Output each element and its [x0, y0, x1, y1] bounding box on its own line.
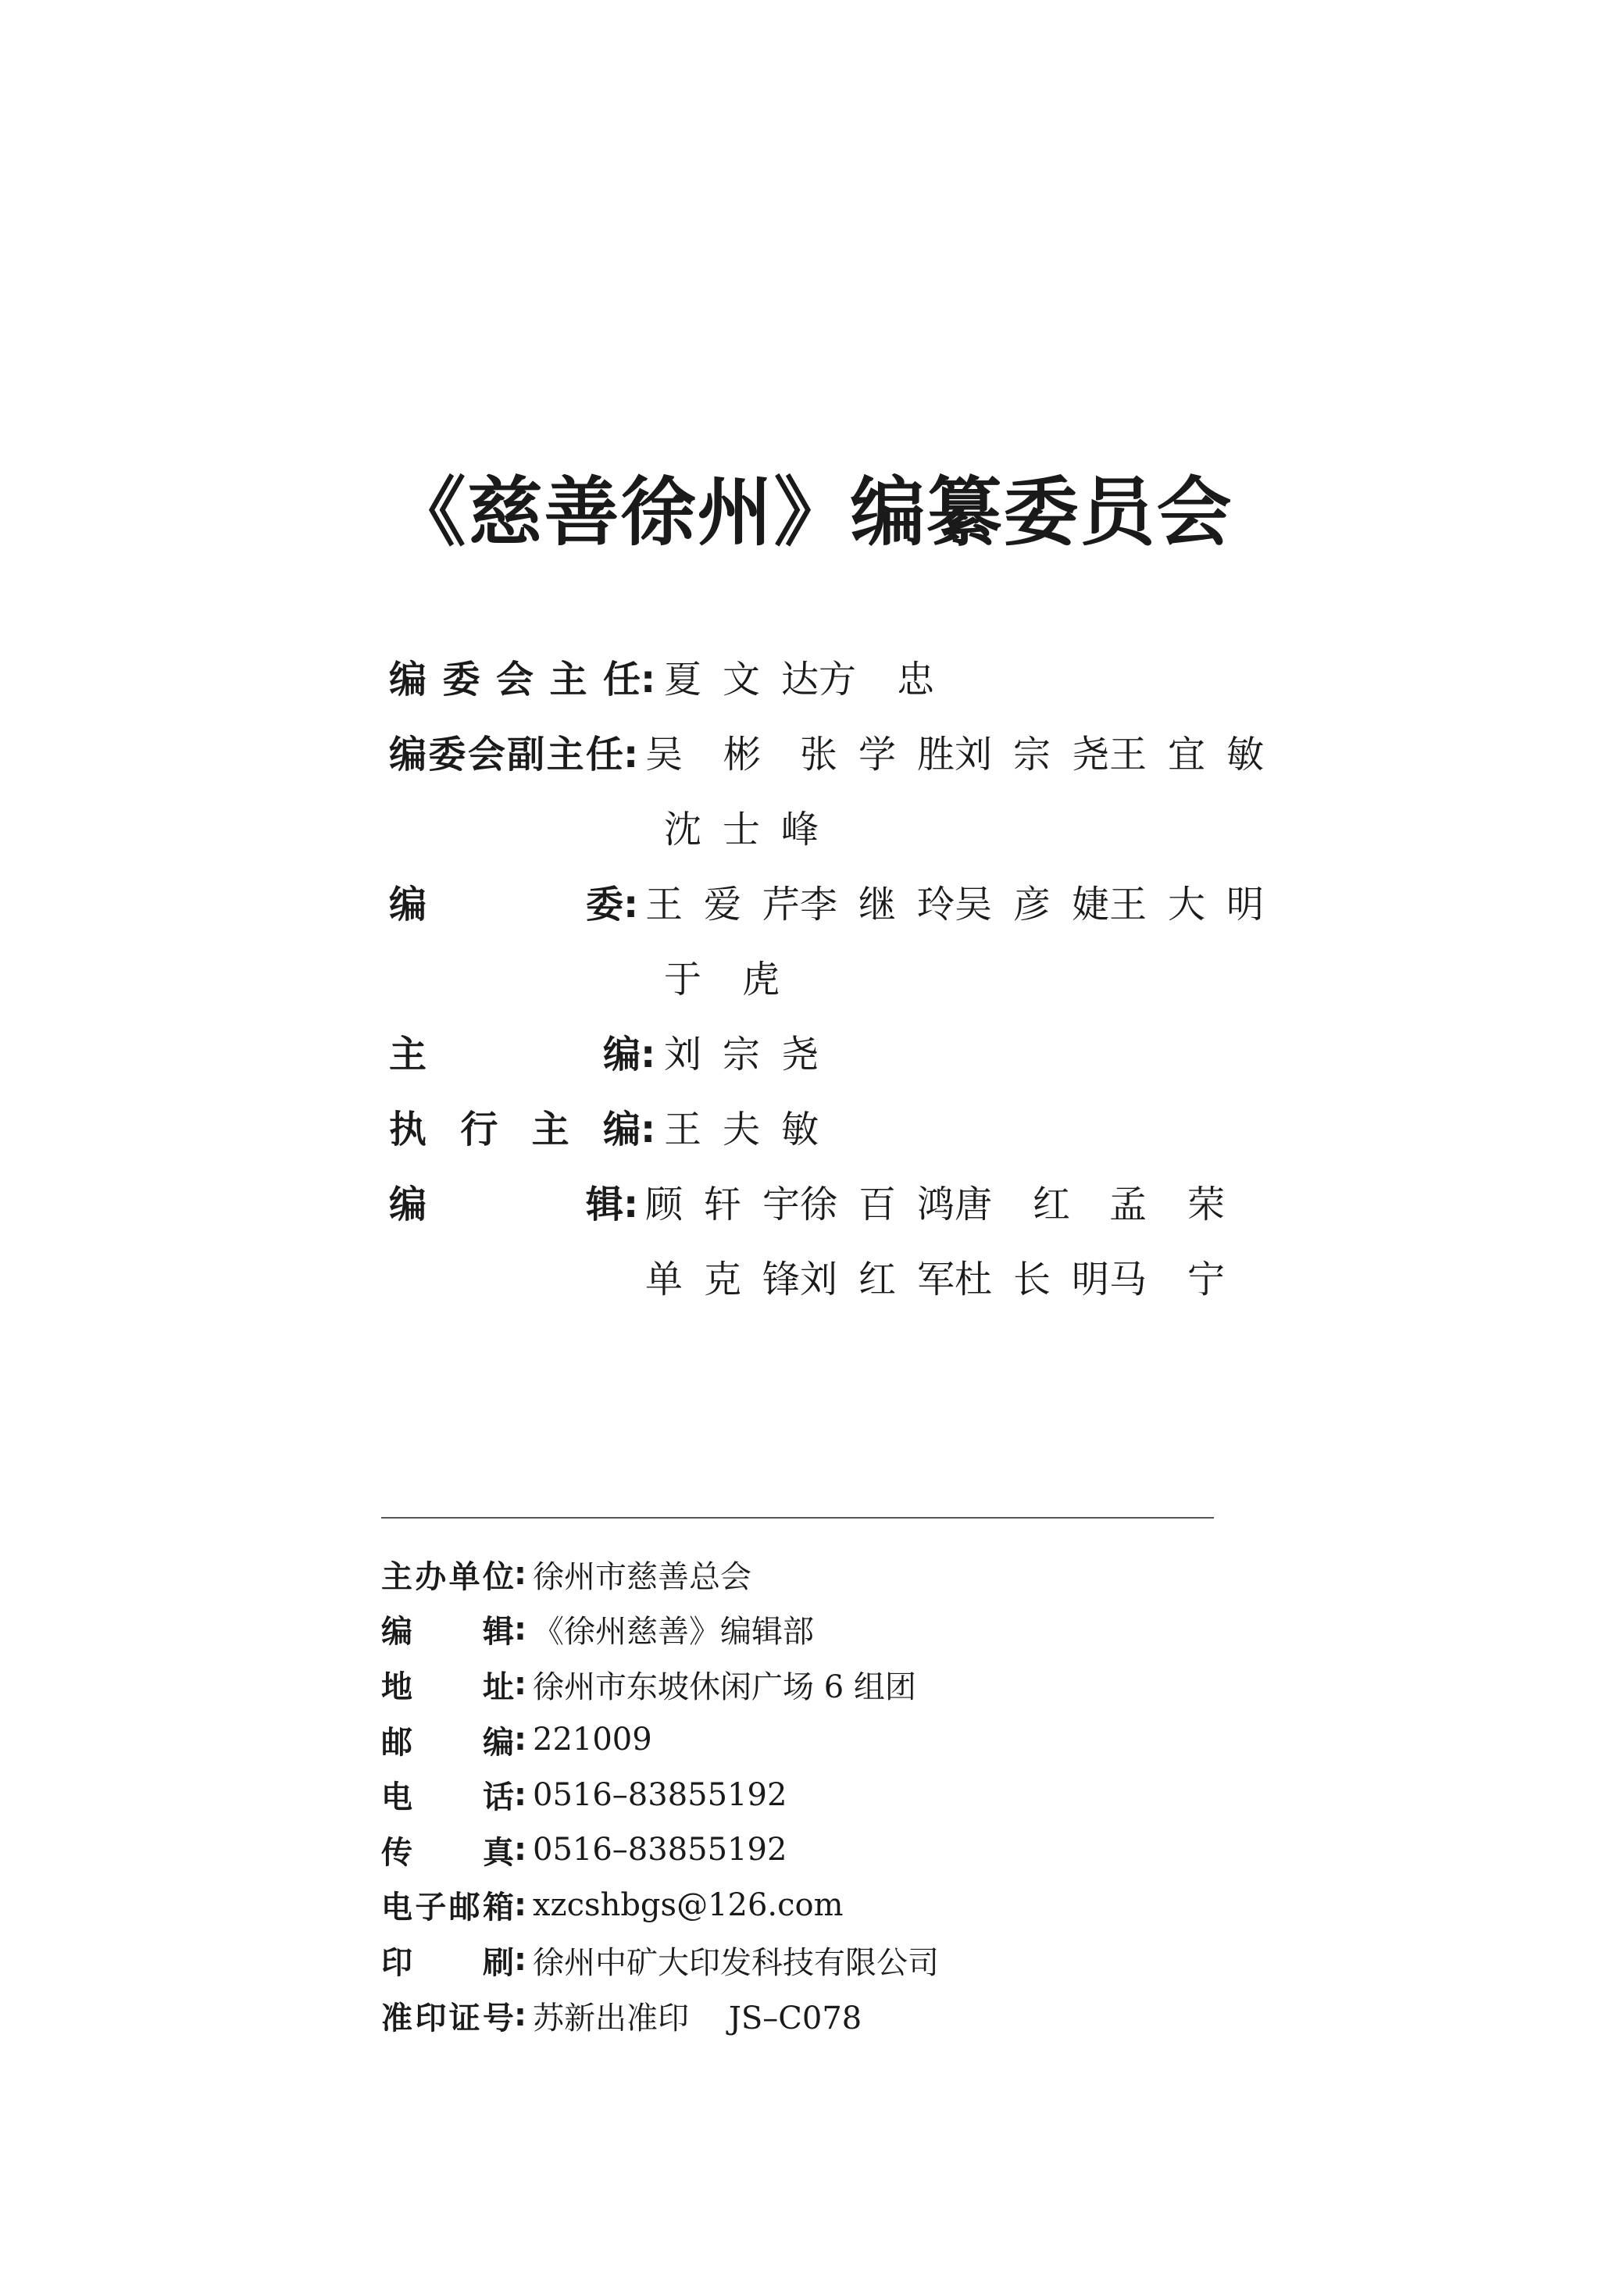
info-row [381, 1767, 1240, 1822]
info-row [381, 1878, 1240, 1933]
info-label: 编 辑 [381, 1614, 514, 1651]
colon: : [623, 883, 639, 926]
info-value: 徐州中矿大印发科技有限公司 [533, 1944, 939, 1981]
committee-role-label: 编 委 [389, 883, 624, 926]
colon: : [514, 1611, 526, 1647]
colon: : [514, 1832, 526, 1868]
colon: : [514, 1942, 526, 1979]
info-value: 0516–83855192 [533, 1832, 787, 1868]
info-value: 苏新出准印 JS–C078 [533, 2000, 862, 2036]
member-name: 刘 宗 尧 [955, 733, 1109, 776]
info-value: xzcshbgs@126.com [533, 1886, 844, 1923]
info-row [381, 1933, 1240, 1988]
divider [381, 1517, 1214, 1519]
info-value: 徐州市东坡休闲广场 6 组团 [533, 1669, 916, 1705]
info-value: 221009 [533, 1722, 652, 1758]
colon: : [623, 1183, 639, 1226]
publication-info [381, 1547, 1240, 2043]
member-name: 刘 宗 尧 [664, 1033, 819, 1076]
member-name: 单 克 锋 [645, 1258, 800, 1301]
member-name: 夏 文 达 [664, 658, 819, 701]
member-name: 方 忠 [819, 658, 934, 701]
member-name: 王 爱 芹 [645, 883, 800, 926]
member-name: 吴 彦 婕 [955, 883, 1109, 926]
info-row [381, 1988, 1240, 2043]
member-name: 顾 轩 宇 [645, 1183, 800, 1226]
committee-role-label: 编 委 会 主 任 [389, 658, 641, 701]
committee-row [389, 717, 1264, 792]
member-name: 沈 士 峰 [664, 808, 819, 851]
committee-role-label: 执 行 主 编 [389, 1108, 641, 1151]
info-value: 《徐州慈善》编辑部 [533, 1614, 814, 1651]
committee-row [389, 1167, 1264, 1242]
info-label: 准 印 证 号 [381, 2000, 514, 2036]
committee-row [389, 942, 1264, 1017]
member-name: 王 宜 敏 [1109, 733, 1264, 776]
member-name: 马 宁 [1109, 1258, 1225, 1301]
member-name: 张 学 胜 [800, 733, 955, 776]
info-label: 电 话 [381, 1779, 514, 1816]
info-value: 0516–83855192 [533, 1776, 787, 1813]
colon: : [641, 658, 656, 701]
info-label: 主 办 单 位 [381, 1558, 514, 1595]
info-label: 电 子 邮 箱 [381, 1890, 514, 1926]
colon: : [514, 1722, 526, 1758]
committee-row [389, 1017, 1264, 1092]
member-name: 王 大 明 [1109, 883, 1264, 926]
committee-row [389, 1092, 1264, 1167]
committee-row [389, 642, 1264, 717]
member-name: 刘 红 军 [800, 1258, 955, 1301]
committee-role-label: 编 委 会 副 主 任 [389, 733, 624, 776]
info-row [381, 1547, 1240, 1602]
committee-row [389, 792, 1264, 867]
info-row [381, 1712, 1240, 1768]
committee-list [389, 642, 1264, 1317]
member-name: 徐 百 鸿 [800, 1183, 955, 1226]
info-label: 传 真 [381, 1834, 514, 1871]
member-name: 吴 彬 [645, 733, 761, 776]
member-name: 唐 红 [955, 1183, 1070, 1226]
colon: : [641, 1108, 656, 1151]
committee-role-label: 编 辑 [389, 1183, 624, 1226]
colon: : [514, 1666, 526, 1703]
info-row [381, 1602, 1240, 1658]
member-name: 王 夫 敏 [664, 1108, 819, 1151]
committee-row [389, 1242, 1264, 1317]
info-value: 徐州市慈善总会 [533, 1558, 751, 1595]
info-label: 印 刷 [381, 1944, 514, 1981]
colon: : [641, 1033, 656, 1076]
committee-role-label: 主 编 [389, 1033, 641, 1076]
member-name: 李 继 玲 [800, 883, 955, 926]
member-name: 孟 荣 [1109, 1183, 1225, 1226]
info-row [381, 1822, 1240, 1878]
colon: : [514, 1886, 526, 1923]
info-label: 邮 编 [381, 1724, 514, 1761]
committee-row [389, 867, 1264, 942]
page-title: 《慈善徐州》编纂委员会 [391, 468, 1233, 556]
colon: : [514, 1997, 526, 2034]
colon: : [514, 1776, 526, 1813]
info-row [381, 1657, 1240, 1712]
colon: : [623, 733, 639, 776]
colon: : [514, 1556, 526, 1593]
info-label: 地 址 [381, 1669, 514, 1705]
member-name: 于 虎 [664, 958, 780, 1001]
member-name: 杜 长 明 [955, 1258, 1109, 1301]
